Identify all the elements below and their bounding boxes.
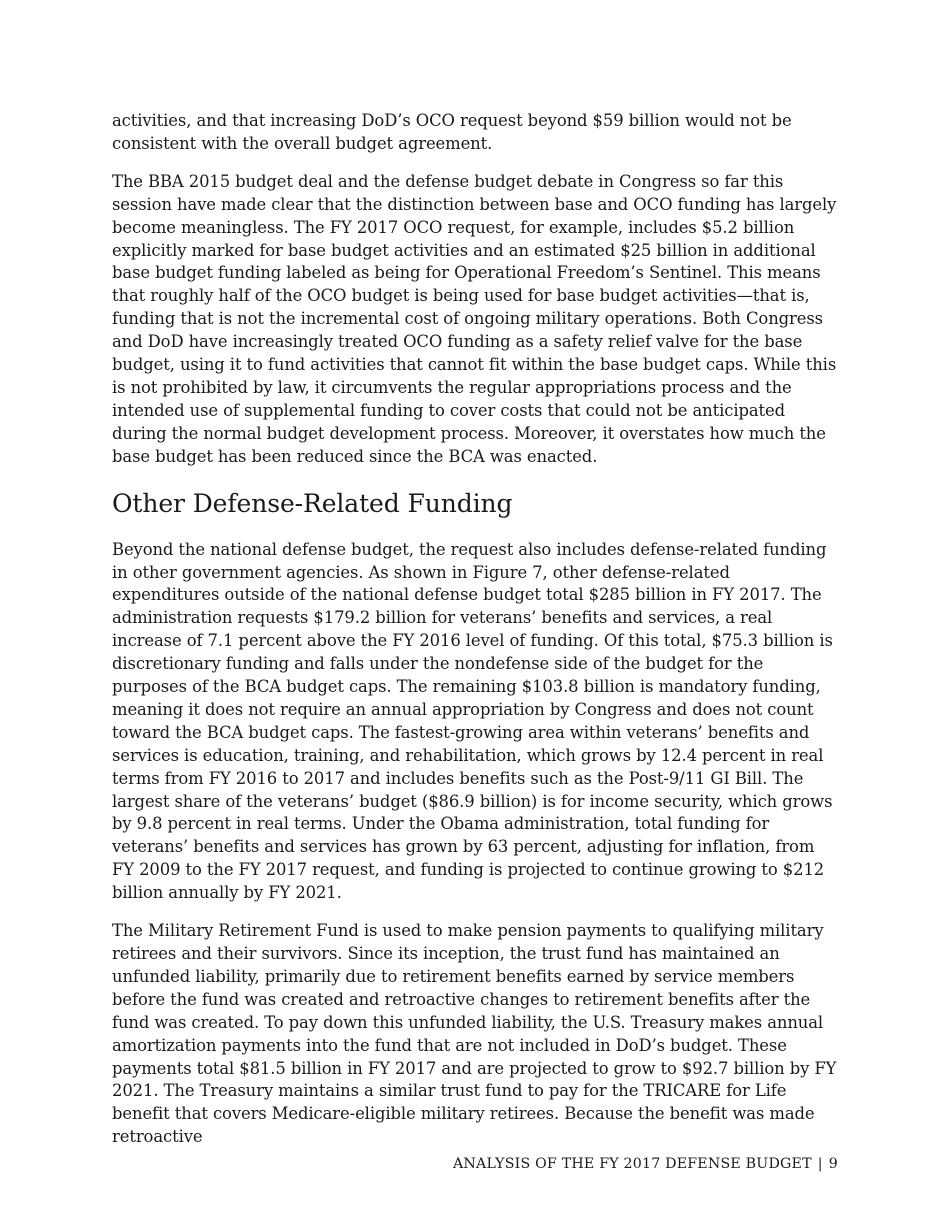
page-footer (453, 1154, 838, 1174)
page-number: 9 (828, 1156, 838, 1172)
footer-separator: | (817, 1156, 823, 1172)
document-page (112, 110, 840, 1164)
running-title: ANALYSIS OF THE FY 2017 DEFENSE BUDGET (452, 1156, 812, 1172)
body-paragraph: The BBA 2015 budget deal and the defense budget debate in Congress so far this session have made clear that the distinction between base and OCO funding has largely become meaningless. The FY 2017 OCO request, for example, includes $5.2 billion explicitly marked for base budget activities and an estimated $25 billion in additional base budget funding labeled as being for Operational Freedom’s Sentinel. This means that roughly half of the OCO budget is being used for base budget activities—that is, funding that is not the incremental cost of ongoing military operations. Both Congress and DoD have increasingly treated OCO funding as a safety relief valve for the base budget, using it to fund activities that cannot fit within the base budget caps. While this is not prohibited by law, it circumvents the regular appropriations process and the intended use of supplemental funding to cover costs that could not be anticipated during the normal budget development process. Moreover, it overstates how much the base budget has been reduced since the BCA was enacted. (112, 171, 837, 466)
body-paragraph: The Military Retirement Fund is used to make pension payments to qualifying military retirees and their survivors. Since its inception, the trust fund has maintained an unfunded liability, primarily due to retirement benefits earned by service members before the fund was created and retroactive changes to retirement benefits after the fund was created. To pay down this unfunded liability, the U.S. Treasury makes annual amortization payments into the fund that are not included in DoD’s budget. These payments total $81.5 billion in FY 2017 and are projected to grow to $92.7 billion by FY 2021. The Treasury maintains a similar trust fund to pay for the TRICARE for Life benefit that covers Medicare-eligible military retirees. Because the benefit was made retroactive (112, 921, 837, 1147)
section-heading: Other Defense-Related Funding (112, 488, 513, 518)
body-paragraph: activities, and that increasing DoD’s OCO request beyond $59 billion would not be consistent with the overall budget agreement. (112, 111, 792, 153)
body-paragraph: Beyond the national defense budget, the request also includes defense-related funding in other government agencies. As shown in Figure 7, other defense-related expenditures outside of the national defense budget total $285 billion in FY 2017. The administration requests $179.2 billion for veterans’ benefits and services, a real increase of 7.1 percent above the FY 2016 level of funding. Of this total, $75.3 billion is discretionary funding and falls under the nondefense side of the budget for the purposes of the BCA budget caps. The remaining $103.8 billion is mandatory funding, meaning it does not require an annual appropriation by Congress and does not count toward the BCA budget caps. The fastest-growing area within veterans’ benefits and services is education, training, and rehabilitation, which grows by 12.4 percent in real terms from FY 2016 to 2017 and includes benefits such as the Post-9/11 GI Bill. The largest share of the veterans’ budget ($86.9 billion) is for income security, which grows by 9.8 percent in real terms. Under the Obama administration, total funding for veterans’ benefits and services has grown by 63 percent, adjusting for inflation, from FY 2009 to the FY 2017 request, and funding is projected to continue growing to $212 billion annually by FY 2021. (112, 539, 833, 903)
